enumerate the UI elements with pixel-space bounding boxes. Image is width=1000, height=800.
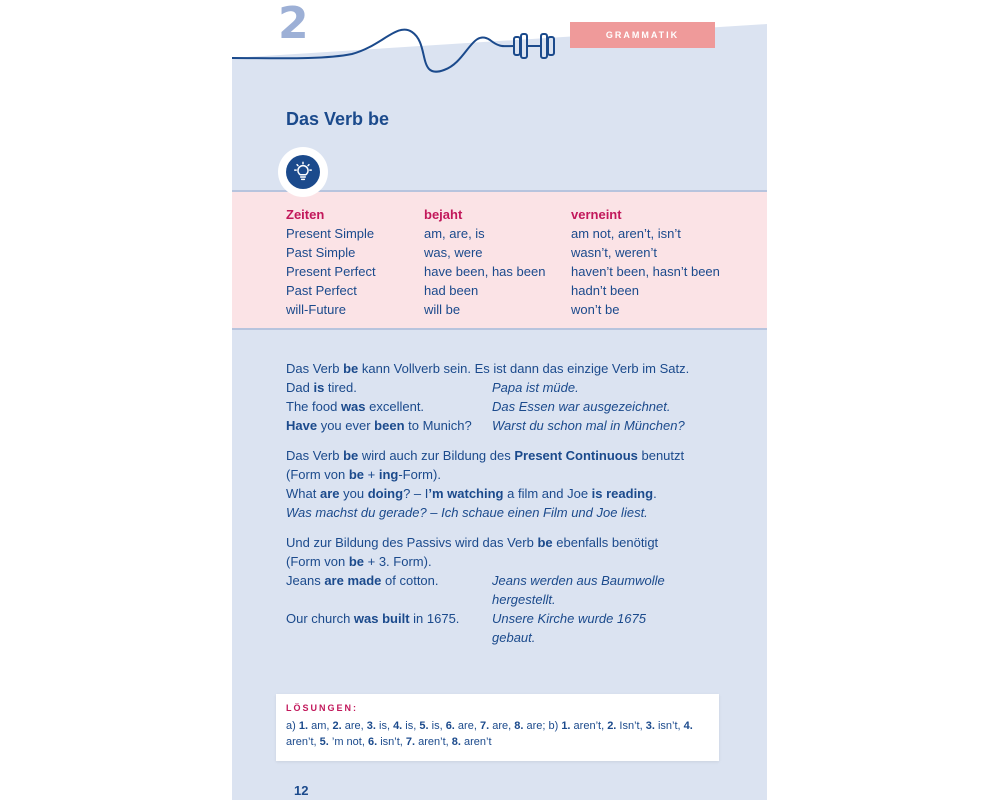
answers-box xyxy=(276,694,719,761)
lightbulb-icon xyxy=(292,161,314,183)
example-english: Jeans are made of cotton. xyxy=(286,573,439,588)
paragraph: (Form von be + 3. Form). xyxy=(286,554,432,569)
table-cell: am, are, is xyxy=(424,226,485,241)
example-row xyxy=(286,378,726,397)
table-cell: am not, aren’t, isn’t xyxy=(571,226,681,241)
example-english: What are you doing? – I’m watching a film and Joe is reading. xyxy=(286,486,657,501)
example-german: Jeans werden aus Baumwolle hergestellt. xyxy=(492,573,665,607)
table-cell: haven’t been, hasn’t been xyxy=(571,264,720,279)
explanation-block-1 xyxy=(286,359,726,435)
chapter-number: 2 xyxy=(278,0,309,49)
tip-badge xyxy=(280,149,326,195)
example-german: Warst du schon mal in München? xyxy=(492,418,685,433)
column-affirmative xyxy=(424,205,545,319)
page-number: 12 xyxy=(294,783,309,798)
example-row xyxy=(286,416,726,435)
table-header: verneint xyxy=(571,207,622,222)
table-cell: Present Simple xyxy=(286,226,375,241)
table-cell: will be xyxy=(424,302,461,317)
paragraph: (Form von be + ing-Form). xyxy=(286,467,441,482)
dumbbell-icon xyxy=(510,31,558,61)
example-english: Dad is tired. xyxy=(286,380,357,395)
example-german: Was machst du gerade? – Ich schaue einen Film und Joe liest. xyxy=(286,505,648,520)
book-page xyxy=(232,0,767,800)
section-tag: GRAMMATIK xyxy=(570,22,715,48)
example-row xyxy=(286,571,726,609)
example-row xyxy=(286,397,726,416)
table-cell: hadn’t been xyxy=(571,283,639,298)
table-cell: was, were xyxy=(424,245,483,260)
column-negative xyxy=(571,205,720,319)
table-cell: Present Perfect xyxy=(286,264,376,279)
conjugation-table xyxy=(232,190,767,330)
table-cell: Past Simple xyxy=(286,245,356,260)
example-german: Papa ist müde. xyxy=(492,380,579,395)
table-cell: will-Future xyxy=(286,302,346,317)
example-row xyxy=(286,609,726,647)
example-english: Our church was built in 1675. xyxy=(286,611,460,626)
example-german: Unsere Kirche wurde 1675 gebaut. xyxy=(492,611,646,645)
explanation-block-2 xyxy=(286,446,726,522)
paragraph: Und zur Bildung des Passivs wird das Verb be ebenfalls benötigt xyxy=(286,535,659,550)
example-german: Das Essen war ausgezeichnet. xyxy=(492,399,671,414)
table-cell: wasn’t, weren’t xyxy=(571,245,657,260)
table-cell: had been xyxy=(424,283,479,298)
example-english: The food was excellent. xyxy=(286,399,425,414)
example-english: Have you ever been to Munich? xyxy=(286,418,472,433)
answers-heading: LÖSUNGEN: xyxy=(286,703,358,713)
table-header: Zeiten xyxy=(286,207,325,222)
paragraph: Das Verb be wird auch zur Bildung des Present Continuous benutzt xyxy=(286,448,685,463)
table-cell: won’t be xyxy=(571,302,620,317)
explanation-block-3 xyxy=(286,533,726,647)
table-cell: have been, has been xyxy=(424,264,546,279)
page-title: Das Verb be xyxy=(286,109,390,129)
column-tenses xyxy=(286,205,376,319)
table-header: bejaht xyxy=(424,207,463,222)
answers-text: a) 1. am, 2. are, 3. is, 4. is, 5. is, 6. are, 7. are, 8. are; b) 1. aren’t, 2. Isn’t, 3. isn’t, 4. aren’t, 5. ’m not, 6. isn’t, 7. aren’t, 8. aren’t xyxy=(286,720,693,748)
paragraph: Das Verb be kann Vollverb sein. Es ist dann das einzige Verb im Satz. xyxy=(286,361,690,376)
table-cell: Past Perfect xyxy=(286,283,357,298)
